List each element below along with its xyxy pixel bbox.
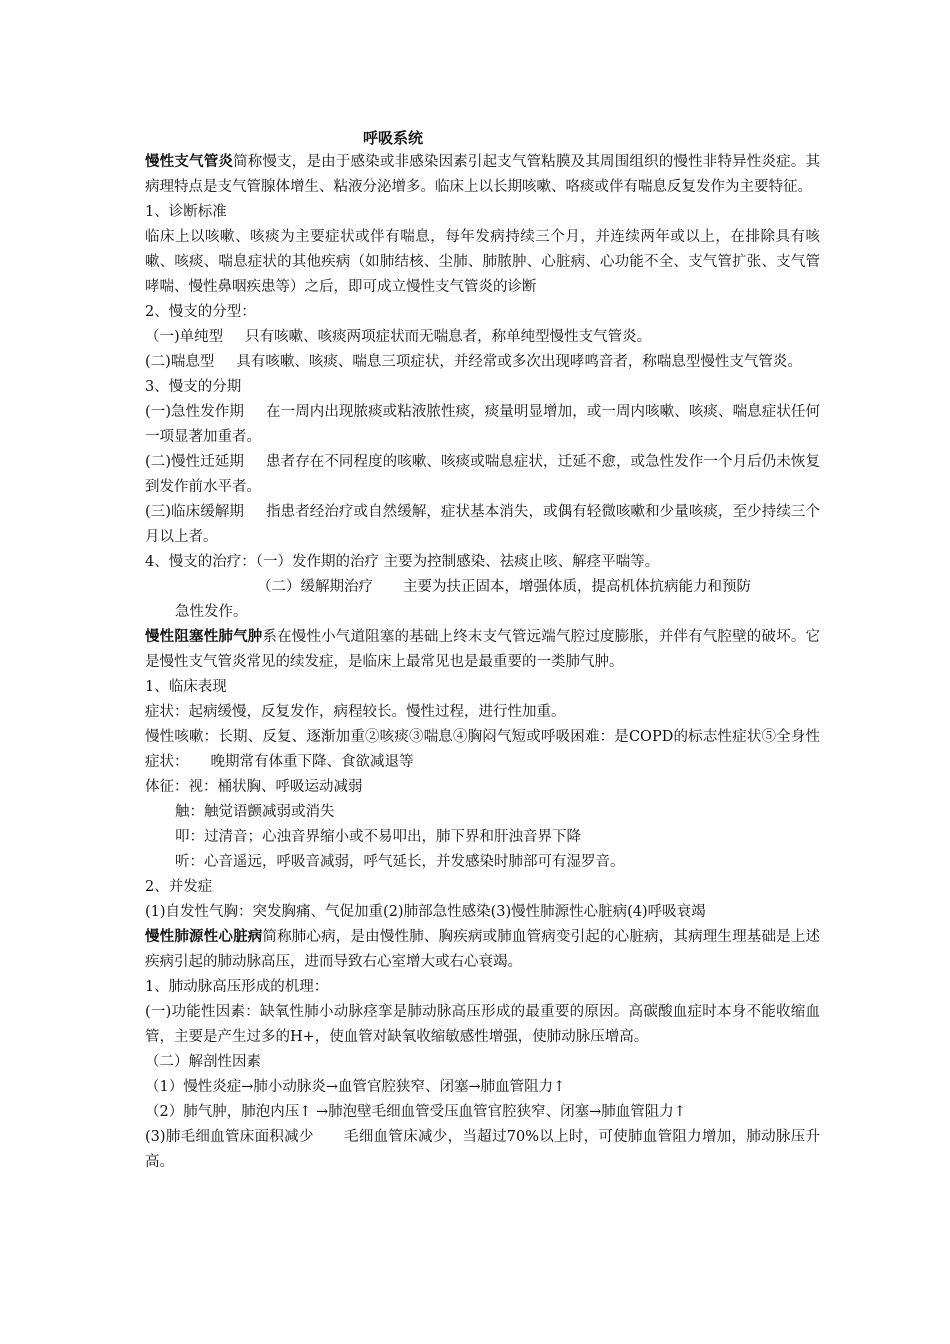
- anatomic-item-1: （1）慢性炎症→肺小动脉炎→血管官腔狭窄、闭塞→肺血管阻力↑: [145, 1079, 566, 1095]
- section-cor-pulmonale-intro: 慢性肺源性心脏病简称肺心病，是由慢性肺、胸疾病或肺血管病变引起的心脏病，其病理生理基础是上述疾病引起的肺动脉高压，进而导致右心室增大或右心衰竭。: [145, 929, 820, 970]
- symptom-text: 症状：起病缓慢，反复发作，病程较长。慢性过程，进行性加重。: [145, 704, 566, 720]
- page-title: 呼吸系统: [363, 129, 424, 147]
- diagnosis-text: 临床上以咳嗽、咳痰为主要症状或伴有喘息，每年发病持续三个月，并连续两年或以上，在排除具有咳嗽、咳痰、喘息症状的其他疾病（如肺结核、尘肺、肺脓肿、心脏病、心功能不全、支气管扩张、支气管哮喘、慢性鼻咽疾患等）之后，即可成立慢性支气管炎的诊断: [145, 229, 820, 295]
- stage-remission: (三)临床缓解期 指患者经治疗或自然缓解，症状基本消失，或偶有轻微咳嗽和少量咳痰，至少持续三个月以上者。: [145, 504, 820, 545]
- anatomic-item-3: (3)肺毛细血管床面积减少 毛细血管床减少，当超过70%以上时，可使肺血管阻力增加，肺动脉压升高。: [145, 1129, 820, 1170]
- diagnosis-heading: 1、诊断标准: [145, 204, 227, 220]
- section-bronchitis-intro: 慢性支气管炎简称慢支，是由于感染或非感染因素引起支气管粘膜及其周围组织的慢性非特异性炎症。其病理特点是支气管腺体增生、粘液分泌增多。临床上以长期咳嗽、咯痰或伴有喘息反复发作为主要特征。: [145, 154, 821, 195]
- cough-text: 慢性咳嗽：长期、反复、逐渐加重②咳痰③喘息④胸闷气短或呼吸困难：是COPD的标志性症状⑤全身性症状： 晚期常有体重下降、食欲减退等: [145, 729, 820, 770]
- sign-percussion: 叩：过清音；心浊音界缩小或不易叩出，肺下界和肝浊音界下降: [175, 829, 581, 845]
- treatment-heading: 4、慢支的治疗：（一）发作期的治疗 主要为控制感染、祛痰止咳、解痉平喘等。: [145, 554, 660, 570]
- treatment-remission: （二）缓解期治疗 主要为扶正固本，增强体质，提高机体抗病能力和预防: [257, 579, 751, 595]
- anatomic-heading: （二）解剖性因素: [145, 1054, 261, 1070]
- complication-heading: 2、并发症: [145, 879, 213, 895]
- stage-chronic: (二)慢性迁延期 患者存在不同程度的咳嗽、咳痰或喘息症状，迁延不愈，或急性发作一个月后仍未恢复到发作前水平者。: [145, 454, 820, 495]
- document-page: [145, 126, 820, 1175]
- type-simple: （一)单纯型 只有咳嗽、咳痰两项症状而无喘息者，称单纯型慢性支气管炎。: [145, 329, 652, 345]
- heading-emphysema: 慢性阻塞性肺气肿: [145, 629, 263, 645]
- heading-bronchitis: 慢性支气管炎: [145, 154, 234, 170]
- sign-inspection: 体征：视：桶状胸、呼吸运动减弱: [145, 779, 363, 795]
- clinical-heading: 1、临床表现: [145, 679, 227, 695]
- treatment-remission-cont: 急性发作。: [175, 604, 248, 620]
- anatomic-item-2: （2）肺气肿，肺泡内压↑ →肺泡壁毛细血管受压血管官腔狭窄、闭塞→肺血管阻力↑: [145, 1104, 686, 1120]
- type-heading: 2、慢支的分型：: [145, 304, 256, 320]
- stage-acute: (一)急性发作期 在一周内出现脓痰或粘液脓性痰，痰量明显增加，或一周内咳嗽、咳痰、喘息症状任何一项显著加重者。: [145, 404, 820, 445]
- sign-palpation: 触：触觉语颤减弱或消失: [175, 804, 335, 820]
- stage-heading: 3、慢支的分期: [145, 379, 242, 395]
- mechanism-heading: 1、肺动脉高压形成的机理：: [145, 979, 329, 995]
- complication-text: (1)自发性气胸：突发胸痛、气促加重(2)肺部急性感染(3)慢性肺源性心脏病(4)呼吸衰竭: [145, 904, 706, 920]
- sign-auscultation: 听：心音遥远，呼吸音减弱，呼气延长，并发感染时肺部可有湿罗音。: [175, 854, 625, 870]
- functional-factor: (一)功能性因素：缺氧性肺小动脉痉挛是肺动脉高压形成的最重要的原因。高碳酸血症时本身不能收缩血管，主要是产生过多的H+，使血管对缺氧收缩敏感性增强，使肺动脉压增高。: [145, 1004, 820, 1045]
- type-asthmatic: (二)喘息型 具有咳嗽、咳痰、喘息三项症状，并经常或多次出现哮鸣音者，称喘息型慢性支气管炎。: [145, 354, 802, 370]
- section-emphysema-intro: 慢性阻塞性肺气肿系在慢性小气道阻塞的基础上终末支气管远端气腔过度膨胀，并伴有气腔壁的破坏。它是慢性支气管炎常见的续发症，是临床上最常见也是最重要的一类肺气肿。: [145, 629, 820, 670]
- heading-cor-pulmonale: 慢性肺源性心脏病: [145, 929, 263, 945]
